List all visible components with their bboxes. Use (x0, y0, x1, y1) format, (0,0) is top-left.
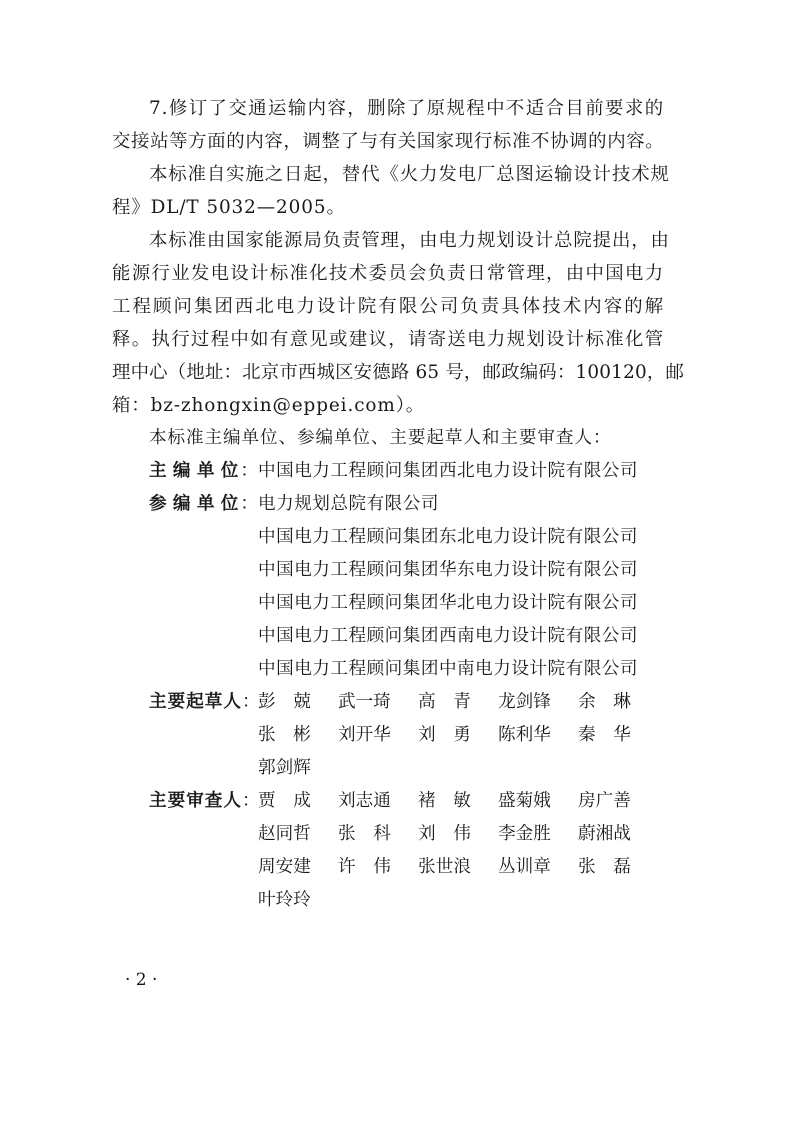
person-name: 高 青 (418, 692, 471, 712)
reviewers-names (258, 851, 664, 884)
person-name: 陈利华 (498, 725, 551, 745)
chief-editor-row (112, 455, 664, 488)
label-spacer (112, 818, 258, 851)
person-name: 郭剑辉 (258, 758, 311, 778)
person-name: 张 磊 (578, 857, 631, 877)
participating-org: 电力规划总院有限公司 (258, 494, 439, 514)
person-name: 刘 勇 (418, 725, 471, 745)
reviewers-row (112, 818, 664, 851)
label-spacer (112, 884, 258, 917)
reviewers-label (112, 785, 258, 818)
paragraph-management-line-6: 箱：bz-zhongxin@eppei.com）。 (112, 395, 426, 416)
drafters-row (112, 719, 664, 752)
label-colon: ： (241, 692, 260, 712)
person-name: 刘开华 (338, 725, 391, 745)
participating-org: 中国电力工程顾问集团西南电力设计院有限公司 (258, 626, 638, 646)
participating-row (112, 653, 664, 686)
person-name: 房广善 (578, 791, 631, 811)
participating-row (112, 620, 664, 653)
chief-editor-org: 中国电力工程顾问集团西北电力设计院有限公司 (258, 461, 638, 481)
label-spacer (112, 851, 258, 884)
label-char: 编 (172, 494, 191, 514)
person-name: 余 琳 (578, 692, 631, 712)
label-spacer (112, 653, 258, 686)
participating-org: 中国电力工程顾问集团东北电力设计院有限公司 (258, 527, 638, 547)
person-name: 刘志通 (338, 791, 391, 811)
label-char: 单 (196, 494, 215, 514)
participating-row (112, 521, 664, 554)
paragraph-revision-7-line-2: 交接站等方面的内容，调整了与有关国家现行标准不协调的内容。 (112, 131, 664, 152)
label-char: 位 (220, 461, 239, 481)
drafters-names (258, 719, 664, 752)
drafters-label (112, 686, 258, 719)
person-name: 盛菊娥 (498, 791, 551, 811)
label-spacer (112, 587, 258, 620)
person-name: 刘 伟 (418, 824, 471, 844)
reviewers-names (258, 785, 664, 818)
chief-editor-label (112, 455, 258, 488)
label-spacer (112, 719, 258, 752)
label-char: 单 (196, 461, 215, 481)
paragraph-revision-7-line-1: 7.修订了交通运输内容，删除了原规程中不适合目前要求的 (149, 98, 664, 119)
label-spacer (112, 554, 258, 587)
person-name: 许 伟 (338, 857, 391, 877)
paragraph-management-line-1: 本标准由国家能源局负责管理，由电力规划设计总院提出，由 (149, 230, 670, 251)
person-name: 赵同哲 (258, 824, 311, 844)
participating-row (112, 488, 664, 521)
person-name: 蔚湘战 (578, 824, 631, 844)
drafters-row (112, 686, 664, 719)
person-name: 龙剑锋 (498, 692, 551, 712)
label-char: 参 (149, 494, 167, 514)
drafters-row (112, 752, 664, 785)
label-spacer (112, 752, 258, 785)
paragraph-replacement-line-1: 本标准自实施之日起，替代《火力发电厂总图运输设计技术规 (149, 164, 670, 185)
reviewers-row (112, 884, 664, 917)
label-spacer (112, 521, 258, 554)
label-text: 主要审查人 (149, 791, 242, 811)
person-name: 张世浪 (418, 857, 471, 877)
paragraph-management-line-5: 理中心（地址：北京市西城区安德路 65 号，邮政编码：100120，邮 (112, 362, 685, 383)
participating-row (112, 554, 664, 587)
person-name: 武一琦 (338, 692, 391, 712)
document-page (112, 92, 685, 917)
person-name: 彭 兢 (258, 692, 311, 712)
paragraph-management-line-4: 释。执行过程中如有意见或建议，请寄送电力规划设计标准化管 (112, 329, 664, 350)
label-colon: ： (241, 791, 260, 811)
participating-org: 中国电力工程顾问集团华北电力设计院有限公司 (258, 593, 638, 613)
label-colon: ： (240, 494, 258, 514)
person-name: 张 科 (338, 824, 391, 844)
person-name: 叶玲玲 (258, 890, 311, 910)
participating-label (112, 488, 258, 521)
paragraph-management-line-3: 工程顾问集团西北电力设计院有限公司负责具体技术内容的解 (112, 296, 664, 317)
label-text: 主要起草人 (149, 692, 242, 712)
label-spacer (112, 620, 258, 653)
person-name: 秦 华 (578, 725, 631, 745)
drafters-names (258, 752, 664, 785)
person-name: 张 彬 (258, 725, 311, 745)
person-name: 褚 敏 (418, 791, 471, 811)
participating-org: 中国电力工程顾问集团中南电力设计院有限公司 (258, 659, 638, 679)
participating-row (112, 587, 664, 620)
label-colon: ： (240, 461, 258, 481)
paragraph-management-line-2: 能源行业发电设计标准化技术委员会负责日常管理，由中国电力 (112, 263, 664, 284)
paragraph-replacement-line-2: 程》DL/T 5032—2005。 (112, 197, 346, 218)
reviewers-names (258, 818, 664, 851)
reviewers-row (112, 785, 664, 818)
person-name: 周安建 (258, 857, 311, 877)
page-number: · 2 · (125, 970, 158, 990)
person-name: 丛训章 (498, 857, 551, 877)
drafters-names (258, 686, 664, 719)
reviewers-names (258, 884, 664, 917)
person-name: 李金胜 (498, 824, 551, 844)
paragraph-units-intro: 本标准主编单位、参编单位、主要起草人和主要审查人： (149, 428, 612, 448)
label-char: 位 (220, 494, 239, 514)
label-char: 编 (172, 461, 191, 481)
label-char: 主 (149, 461, 167, 481)
person-name: 贾 成 (258, 791, 311, 811)
reviewers-row (112, 851, 664, 884)
participating-org: 中国电力工程顾问集团华东电力设计院有限公司 (258, 560, 638, 580)
